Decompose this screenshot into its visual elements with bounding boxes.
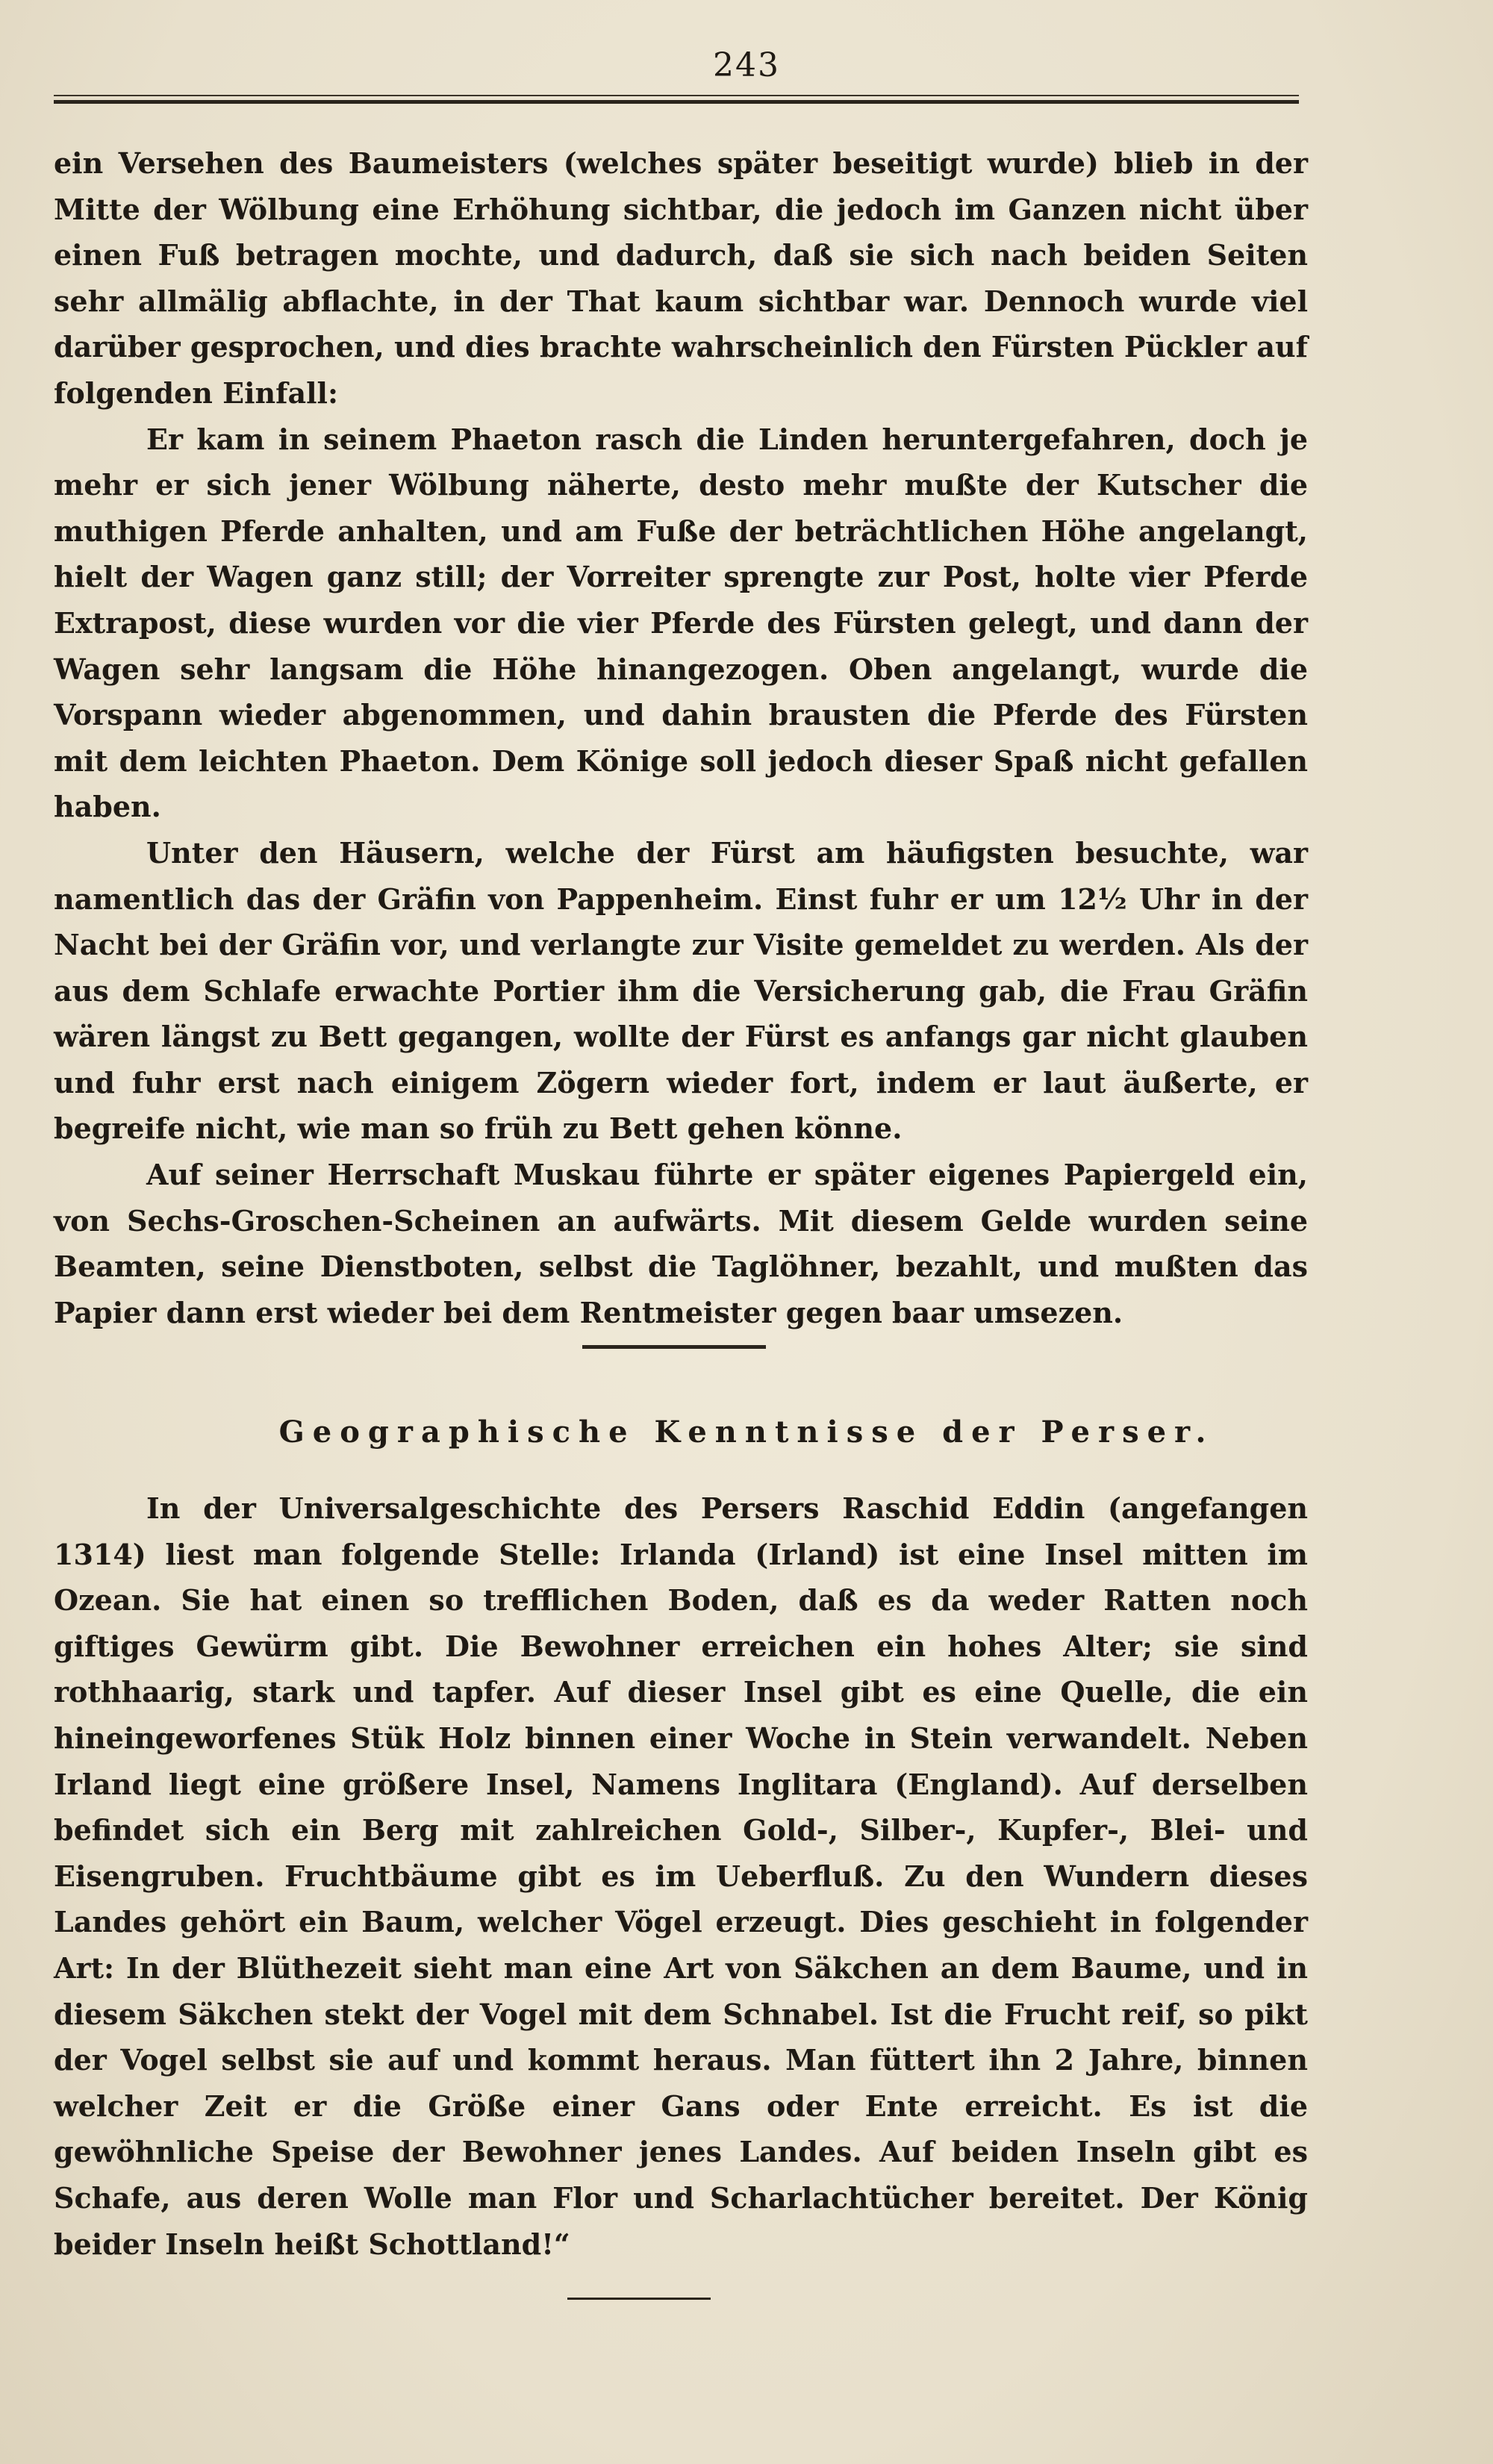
paragraph: Er kam in seinem Phaeton rasch die Linden heruntergefahren, doch je mehr er sich jener Wölbung näherte, desto mehr mußte der Kutscher die muthigen Pferde anhalten, und am Fuße der beträchtlichen Höhe angelangt, hielt der Wagen ganz still; der Vorreiter sprengte zur Post, holte vier Pferde Extrapost, diese wurden vor die vier Pferde des Fürsten gelegt, und dann der Wagen sehr langsam die Höhe hinangezogen. Oben angelangt, wurde die Vorspann wieder abgenommen, und dahin brausten die Pferde des Fürsten mit dem leichten Phaeton. Dem Könige soll jedoch dieser Spaß nicht gefallen haben. — [54, 422, 1308, 824]
section-heading: Geographische Kenntnisse der Perser. — [278, 1415, 1215, 1450]
section-divider — [582, 1345, 766, 1349]
paragraph: Auf seiner Herrschaft Muskau führte er später eigenes Papiergeld ein, von Sechs-Groschen-Scheinen an aufwärts. Mit diesem Gelde wurden seine Beamten, seine Dienstboten, selbst die Taglöhner, bezahlt, und mußten das Papier dann erst wieder bei dem Rentmeister gegen baar umsezen. — [54, 1158, 1308, 1329]
paragraph: Unter den Häusern, welche der Fürst am häufigsten besuchte, war namentlich das der Gräfin von Pappenheim. Einst fuhr er um 12½ Uhr in der Nacht bei der Gräfin vor, und verlangte zur Visite gemeldet zu werden. Als der aus dem Schlafe erwachte Portier ihm die Versicherung gab, die Frau Gräfin wären längst zu Bett gegangen, wollte der Fürst es anfangs gar nicht glauben und fuhr erst nach einigem Zögern wieder fort, indem er laut äußerte, er begreife nicht, wie man so früh zu Bett gehen könne. — [54, 835, 1308, 1146]
header-rule — [54, 100, 1299, 104]
paragraph: ein Versehen des Baumeisters (welches später beseitigt wurde) blieb in der Mitte der Wölbung eine Erhöhung sichtbar, die jedoch im Ganzen nicht über einen Fuß betragen mochte, und dadurch, daß sie sich nach beiden Seiten sehr allmälig abflachte, in der That kaum sichtbar war. Dennoch wurde viel darüber gesprochen, und dies brachte wahrscheinlich den Fürsten Pückler auf folgenden Einfall: — [54, 146, 1308, 410]
end-rule — [567, 2298, 711, 2300]
page-number: 243 — [713, 46, 780, 84]
article-body — [54, 1485, 1308, 2267]
paragraph: In der Universalgeschichte des Persers Raschid Eddin (angefangen 1314) liest man folgende Stelle: Irlanda (Irland) ist eine Insel mitten im Ozean. Sie hat einen so trefflichen Boden, daß es da weder Ratten noch giftiges Gewürm gibt. Die Bewohner erreichen ein hohes Alter; sie sind rothhaarig, stark und tapfer. Auf dieser Insel gibt es eine Quelle, die ein hineingeworfenes Stük Holz binnen einer Woche in Stein verwandelt. Neben Irland liegt eine größere Insel, Namens Inglitara (England). Auf derselben befindet sich ein Berg mit zahlreichen Gold-, Silber-, Kupfer-, Blei- und Eisengruben. Fruchtbäume gibt es im Ueberfluß. Zu den Wundern dieses Landes gehört ein Baum, welcher Vögel erzeugt. Dies geschieht in folgender Art: In der Blüthezeit sieht man eine Art von Säkchen an dem Baume, und in diesem Säkchen stekt der Vogel mit dem Schnabel. Ist die Frucht reif, so pikt der Vogel selbst sie auf und kommt heraus. Man füttert ihn 2 Jahre, binnen welcher Zeit er die Größe einer Gans oder Ente erreicht. Es ist die gewöhnliche Speise der Bewohner jenes Landes. Auf beiden Inseln gibt es Schafe, aus deren Wolle man Flor und Scharlachtücher bereitet. Der König beider Inseln heißt Schottland!“ — [54, 1491, 1308, 2261]
article-continuation — [54, 140, 1308, 1335]
